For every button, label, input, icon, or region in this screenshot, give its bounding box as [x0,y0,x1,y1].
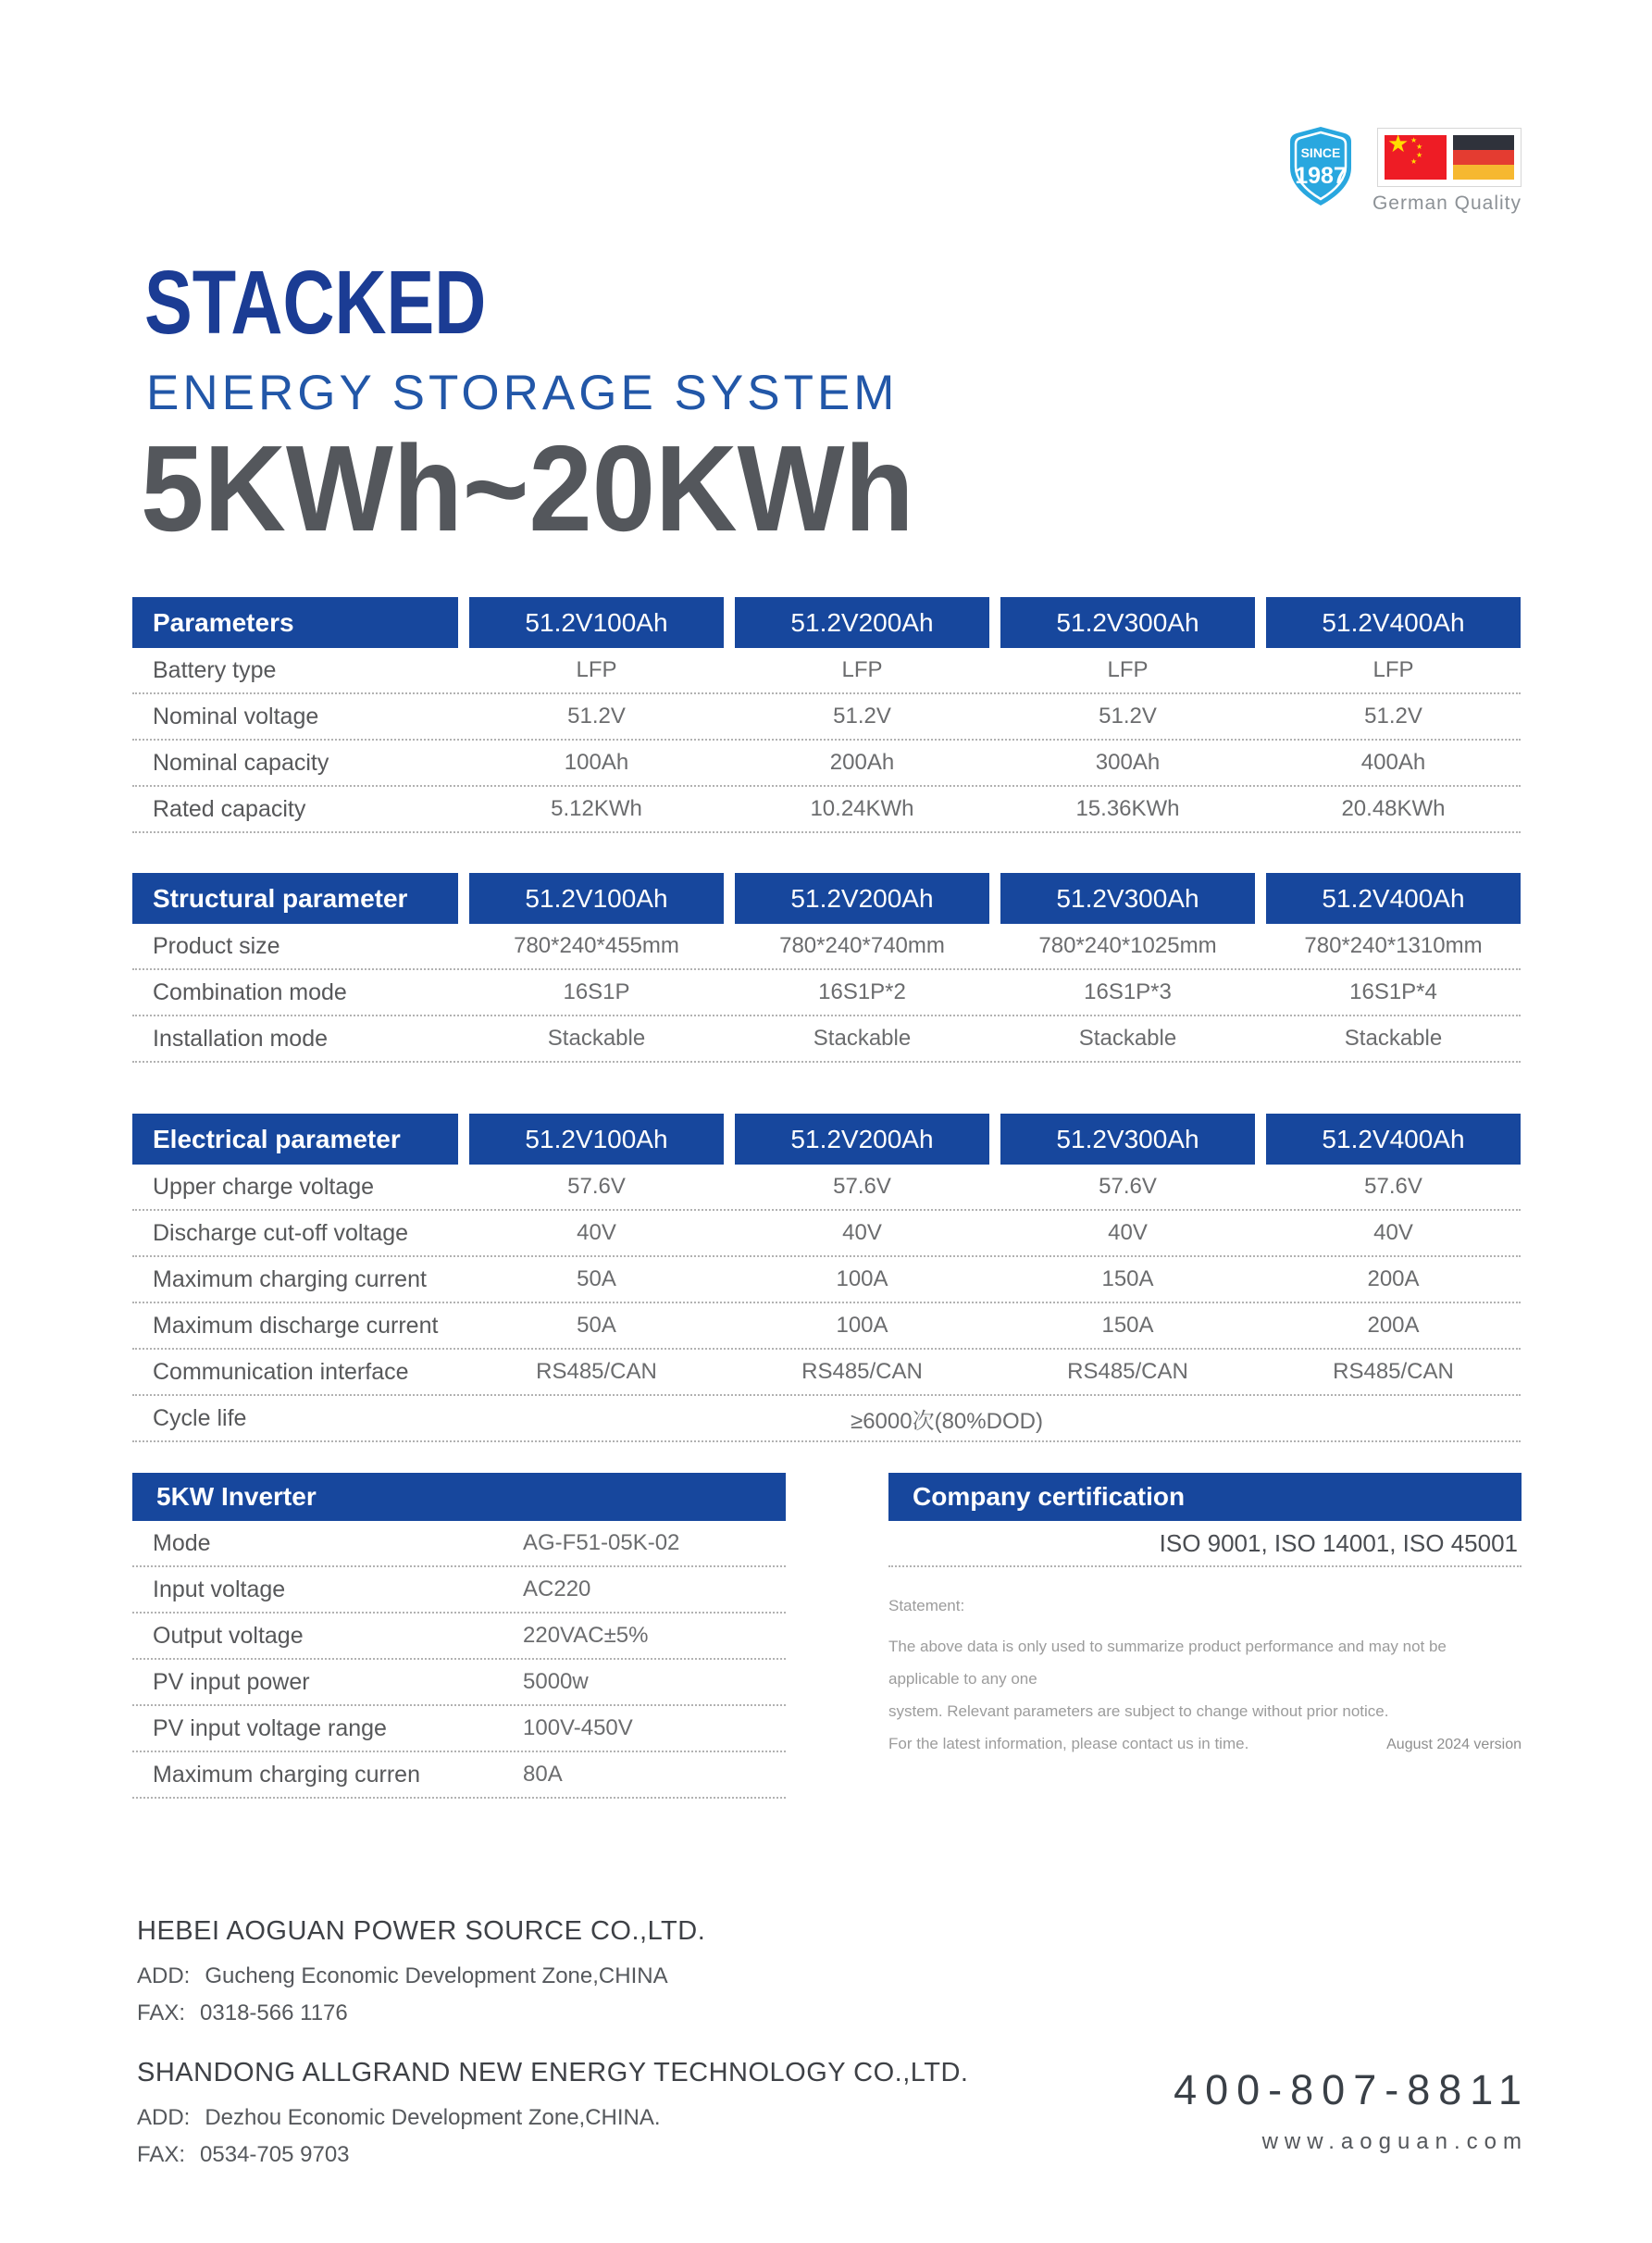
since-label: SINCE [1300,145,1341,160]
star-icon: ★ [1410,136,1418,144]
column-header: 51.2V400Ah [1266,597,1521,648]
table-row [132,1303,1521,1350]
column-header: 51.2V200Ah [735,1114,989,1165]
table-row [132,970,1521,1016]
cell-value: 57.6V [1099,1174,1157,1199]
cell-value: RS485/CAN [1333,1359,1454,1384]
footer-companies [137,1916,968,2174]
star-icon: ★ [1387,135,1410,157]
cell-value: 200Ah [829,750,895,775]
capacity-range-title: 5KWh~20KWh [141,420,914,556]
table-row-cycle-life [132,1396,1521,1442]
row-label: Product size [153,932,280,959]
company-name: HEBEI AOGUAN POWER SOURCE CO.,LTD. [137,1916,706,1946]
page-title: STACKED [144,252,487,353]
contact-block [1174,2066,1530,2155]
cell-value: RS485/CAN [536,1359,657,1384]
cell-value: 51.2V [1364,704,1422,729]
cell-value: Stackable [1344,1026,1443,1051]
star-icon: ★ [1416,143,1423,151]
website-url: www.aoguan.com [1261,2129,1528,2154]
flags-box [1377,128,1522,187]
electrical-table [132,1114,1521,1442]
cell-value: 150A [1101,1313,1154,1338]
row-label: Maximum charging current [153,1265,427,1292]
version-label: August 2024 version [1386,1737,1522,1752]
table-row [132,1521,786,1567]
inverter-table [132,1473,786,1799]
germany-flag-icon [1453,135,1515,180]
cell-value: 200A [1367,1313,1420,1338]
cell-value: 16S1P*4 [1349,979,1437,1004]
add-label: ADD: [137,1963,191,1988]
column-header: 51.2V300Ah [1000,597,1255,648]
cell-value: 40V [577,1220,616,1245]
table-header-row [132,597,1521,648]
table-row [132,648,1521,694]
cell-value: 51.2V [567,704,626,729]
column-header: 51.2V200Ah [735,597,989,648]
table-title: Electrical parameter [132,1114,458,1165]
row-label: Rated capacity [153,795,306,822]
page-subtitle: ENERGY STORAGE SYSTEM [146,366,899,420]
cell-value: 100A [836,1313,888,1338]
cell-value: 57.6V [1364,1174,1422,1199]
table-row [132,924,1521,970]
table-row [132,1567,786,1614]
column-header: 51.2V200Ah [735,873,989,924]
company-address [137,2100,968,2137]
cell-value: LFP [841,657,883,682]
row-label: Output voltage [153,1622,304,1649]
certification-section [888,1473,1522,1761]
table-row [132,1614,786,1660]
column-header: 51.2V100Ah [469,597,724,648]
cell-value: AC220 [523,1576,591,1601]
table-row [132,787,1521,833]
cell-value: LFP [576,657,617,682]
table-row [132,1350,1521,1396]
hotline-number: 400-807-8811 [1174,2066,1530,2113]
company-block [137,1916,968,2032]
column-header: 51.2V400Ah [1266,873,1521,924]
cell-value: LFP [1107,657,1149,682]
cell-value: 15.36KWh [1075,796,1180,821]
cell-value: RS485/CAN [1067,1359,1188,1384]
cell-value: 20.48KWh [1341,796,1446,821]
cell-value: 50A [577,1313,616,1338]
column-header: 51.2V300Ah [1000,1114,1255,1165]
cell-value: LFP [1373,657,1414,682]
cell-value: 80A [523,1762,563,1787]
statement-block [888,1597,1522,1761]
cell-value: Stackable [813,1026,912,1051]
row-label: Installation mode [153,1025,329,1052]
cell-value: 220VAC±5% [523,1623,649,1648]
iso-certifications: ISO 9001, ISO 14001, ISO 45001 [888,1521,1522,1567]
row-label: Cycle life [153,1404,247,1431]
cell-value: 40V [1108,1220,1148,1245]
table-row [132,1016,1521,1063]
star-icon: ★ [1416,151,1423,159]
table-row [132,741,1521,787]
cell-value: 780*240*1310mm [1304,933,1483,958]
row-label: Nominal voltage [153,703,319,729]
column-header: 51.2V300Ah [1000,873,1255,924]
company-name: SHANDONG ALLGRAND NEW ENERGY TECHNOLOGY CO.,LTD. [137,2058,969,2087]
cell-value: 780*240*455mm [514,933,679,958]
table-title: Company certification [888,1473,1522,1521]
statement-line: For the latest information, please contact us in time. [888,1735,1249,1752]
cell-value: 16S1P*3 [1084,979,1172,1004]
structural-table [132,873,1521,1063]
cell-value: 40V [1373,1220,1413,1245]
cell-value: 780*240*740mm [779,933,945,958]
table-row [132,1165,1521,1211]
table-row [132,1752,786,1799]
address-value: Dezhou Economic Development Zone,CHINA. [205,2105,661,2130]
cell-value: 57.6V [567,1174,626,1199]
cell-value: Stackable [547,1026,646,1051]
company-fax [137,2137,968,2174]
company-block [137,2058,968,2174]
row-label: Nominal capacity [153,749,329,776]
fax-label: FAX: [137,2000,186,2025]
table-title: Structural parameter [132,873,458,924]
fax-value: 0534-705 9703 [200,2142,350,2167]
table-title: Parameters [132,597,458,648]
row-label: Battery type [153,656,277,683]
cell-value: 5000w [523,1669,589,1694]
company-fax [137,1995,968,2032]
cell-value: 150A [1101,1266,1154,1291]
row-label: Upper charge voltage [153,1173,375,1200]
table-row [132,694,1521,741]
column-header: 51.2V100Ah [469,1114,724,1165]
cell-value: 100Ah [564,750,629,775]
cell-value: 10.24KWh [810,796,914,821]
table-header-row [132,1114,1521,1165]
row-label: Discharge cut-off voltage [153,1219,409,1246]
row-label: Communication interface [153,1358,409,1385]
table-title: 5KW Inverter [132,1473,786,1521]
china-flag-icon [1385,135,1447,180]
cell-value: 40V [842,1220,882,1245]
table-row [132,1706,786,1752]
row-label: Input voltage [153,1576,286,1602]
row-label: Combination mode [153,978,347,1005]
cell-value: 16S1P*2 [818,979,906,1004]
row-label: Mode [153,1529,211,1556]
cell-value: 400Ah [1360,750,1426,775]
cell-value: 100V-450V [523,1715,633,1740]
cell-value: 780*240*1025mm [1038,933,1217,958]
german-quality-label: German Quality [1372,193,1522,214]
row-label: Maximum discharge current [153,1312,439,1339]
cell-value: Stackable [1078,1026,1177,1051]
table-row [132,1257,1521,1303]
cell-value: 100A [836,1266,888,1291]
since-year: 1987 [1295,163,1347,189]
cell-value: 5.12KWh [551,796,642,821]
row-label: Maximum charging curren [153,1761,420,1788]
fax-value: 0318-566 1176 [200,2000,348,2025]
cell-value: 300Ah [1095,750,1161,775]
table-row [132,1211,1521,1257]
column-header: 51.2V100Ah [469,873,724,924]
cell-value: AG-F51-05K-02 [523,1530,680,1555]
table-header-row [132,873,1521,924]
table-row [132,1660,786,1706]
company-address [137,1958,968,1995]
cell-value: 51.2V [1099,704,1157,729]
statement-line: system. Relevant parameters are subject to change without prior notice. [888,1702,1389,1720]
cell-value: 51.2V [833,704,891,729]
cell-value: 16S1P [563,979,630,1004]
statement-title: Statement: [888,1597,965,1614]
cell-value: RS485/CAN [801,1359,923,1384]
cell-value: 57.6V [833,1174,891,1199]
statement-line: The above data is only used to summarize product performance and may not be applicable to any one [888,1638,1447,1688]
parameters-table [132,597,1521,833]
column-header: 51.2V400Ah [1266,1114,1521,1165]
address-value: Gucheng Economic Development Zone,CHINA [205,1963,668,1988]
row-label: PV input power [153,1668,310,1695]
cell-value: ≥6000次(80%DOD) [851,1408,1043,1434]
add-label: ADD: [137,2105,191,2130]
cell-value: 200A [1367,1266,1420,1291]
row-label: PV input voltage range [153,1714,387,1741]
fax-label: FAX: [137,2142,186,2167]
star-icon: ★ [1410,157,1418,166]
cell-value: 50A [577,1266,616,1291]
